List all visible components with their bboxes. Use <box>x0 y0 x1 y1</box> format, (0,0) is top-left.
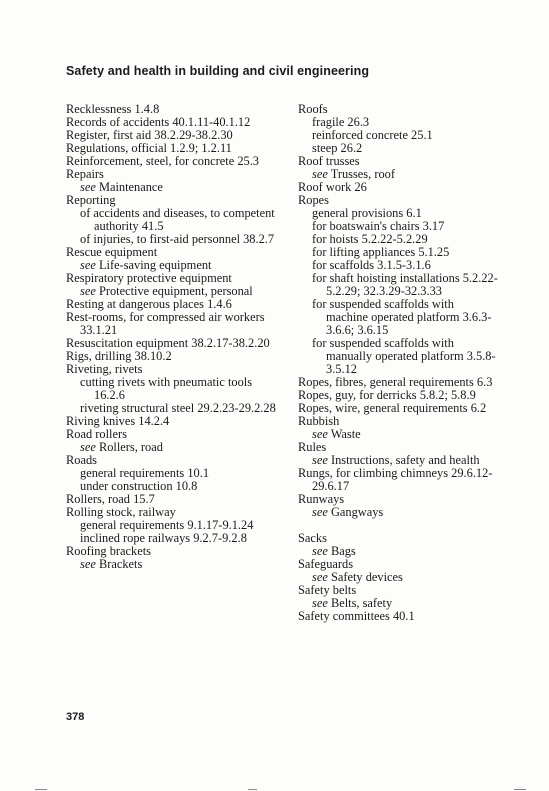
index-subentry: general requirements 10.1 <box>80 466 210 480</box>
index-column-left <box>66 103 284 571</box>
index-entry: Reporting <box>66 193 116 207</box>
index-subentry: for lifting appliances 5.1.25 <box>312 245 450 259</box>
index-entry: Ropes, fibres, general requirements 6.3 <box>298 375 493 389</box>
see-reference <box>80 558 284 571</box>
see-target: Safety devices <box>330 570 403 584</box>
index-entry: Roads <box>66 453 97 467</box>
see-target: Trusses, roof <box>330 167 395 181</box>
index-entry: Recklessness 1.4.8 <box>66 102 160 116</box>
index-entry: Rubbish <box>298 414 340 428</box>
see-label: see <box>312 505 328 519</box>
index-subentry: inclined rope railways 9.2.7-9.2.8 <box>80 531 247 545</box>
index-subentry: of accidents and diseases, to competent authority 41.5 <box>80 206 275 233</box>
index-entry: Safety committees 40.1 <box>298 609 415 623</box>
index-entry: Rigs, drilling 38.10.2 <box>66 349 172 363</box>
index-subentry: cutting rivets with pneumatic tools 16.2.6 <box>80 375 253 402</box>
index-entry: Safeguards <box>298 557 354 571</box>
index-entry: Resting at dangerous places 1.4.6 <box>66 297 232 311</box>
index-entry: Records of accidents 40.1.11-40.1.12 <box>66 115 251 129</box>
see-target: Maintenance <box>98 180 163 194</box>
index-entry: Roof trusses <box>298 154 360 168</box>
index-entry: Reinforcement, steel, for concrete 25.3 <box>66 154 260 168</box>
index-subentry: for suspended scaffolds with manually operated platform 3.5.8-3.5.12 <box>312 336 496 376</box>
see-target: Bags <box>330 544 356 558</box>
running-header: Safety and health in building and civil engineering <box>66 64 370 78</box>
see-label: see <box>80 440 96 454</box>
scan-mark <box>35 789 47 790</box>
see-label: see <box>312 544 328 558</box>
index-entry: Roofs <box>298 102 328 116</box>
see-target: Rollers, road <box>98 440 163 454</box>
see-label: see <box>312 596 328 610</box>
see-target: Instructions, safety and health <box>330 453 480 467</box>
see-reference <box>80 441 284 454</box>
scan-mark <box>248 789 257 790</box>
section-gap <box>298 519 498 532</box>
index-entry: Rest-rooms, for compressed air workers 33.1.21 <box>66 310 265 337</box>
index-entry: Ropes, wire, general requirements 6.2 <box>298 401 487 415</box>
index-subentry: for scaffolds 3.1.5-3.1.6 <box>312 258 431 272</box>
index-subentry: under construction 10.8 <box>80 479 198 493</box>
index-entry: Register, first aid 38.2.29-38.2.30 <box>66 128 233 142</box>
see-label: see <box>80 258 96 272</box>
see-target: Belts, safety <box>330 596 393 610</box>
scan-mark <box>514 789 526 790</box>
see-reference <box>312 506 498 519</box>
index-subentry: general provisions 6.1 <box>312 206 422 220</box>
see-label: see <box>312 167 328 181</box>
index-subentry: of injuries, to first-aid personnel 38.2.7 <box>80 232 275 246</box>
index-entry: Road rollers <box>66 427 127 441</box>
see-target: Life-saving equipment <box>98 258 212 272</box>
index-entry: Regulations, official 1.2.9; 1.2.11 <box>66 141 232 155</box>
see-target: Waste <box>330 427 361 441</box>
index-entry: Rollers, road 15.7 <box>66 492 155 506</box>
index-entry: Ropes, guy, for derricks 5.8.2; 5.8.9 <box>298 388 476 402</box>
see-target: Gangways <box>330 505 384 519</box>
index-subentry: for shaft hoisting installations 5.2.22-5.2.29; 32.3.29-32.3.33 <box>312 271 498 298</box>
index-entry: Rescue equipment <box>66 245 158 259</box>
index-subentry: reinforced concrete 25.1 <box>312 128 433 142</box>
see-target: Protective equipment, personal <box>98 284 253 298</box>
index-subentry: for hoists 5.2.22-5.2.29 <box>312 232 428 246</box>
index-subentry: steep 26.2 <box>312 141 363 155</box>
index-entry: Respiratory protective equipment <box>66 271 232 285</box>
index-subentry: for boatswain's chairs 3.17 <box>312 219 445 233</box>
index-entry: Safety belts <box>298 583 357 597</box>
see-label: see <box>80 557 96 571</box>
see-label: see <box>312 427 328 441</box>
index-entry: Repairs <box>66 167 104 181</box>
index-entry: Rolling stock, railway <box>66 505 176 519</box>
index-column-right <box>298 103 498 623</box>
index-entry: Roof work 26 <box>298 180 367 194</box>
see-label: see <box>80 284 96 298</box>
index-entry: Resuscitation equipment 38.2.17-38.2.20 <box>66 336 270 350</box>
see-target: Brackets <box>98 557 143 571</box>
see-reference <box>312 428 498 441</box>
see-label: see <box>312 453 328 467</box>
index-subentry: general requirements 9.1.17-9.1.24 <box>80 518 254 532</box>
page-number: 378 <box>66 711 85 723</box>
index-entry: Rules <box>298 440 327 454</box>
index-subentry: for suspended scaffolds with machine operated platform 3.6.3-3.6.6; 3.6.15 <box>312 297 492 337</box>
index-entry: Riveting, rivets <box>66 362 143 376</box>
see-label: see <box>312 570 328 584</box>
index-entry: Sacks <box>298 531 327 545</box>
index-entry: Ropes <box>298 193 329 207</box>
index-entry: Riving knives 14.2.4 <box>66 414 170 428</box>
see-label: see <box>80 180 96 194</box>
index-entry: Roofing brackets <box>66 544 151 558</box>
index-subentry: riveting structural steel 29.2.23-29.2.28 <box>80 401 276 415</box>
index-subentry: fragile 26.3 <box>312 115 370 129</box>
index-entry: Runways <box>298 492 345 506</box>
index-entry: Rungs, for climbing chimneys 29.6.12-29.6.17 <box>298 466 493 493</box>
